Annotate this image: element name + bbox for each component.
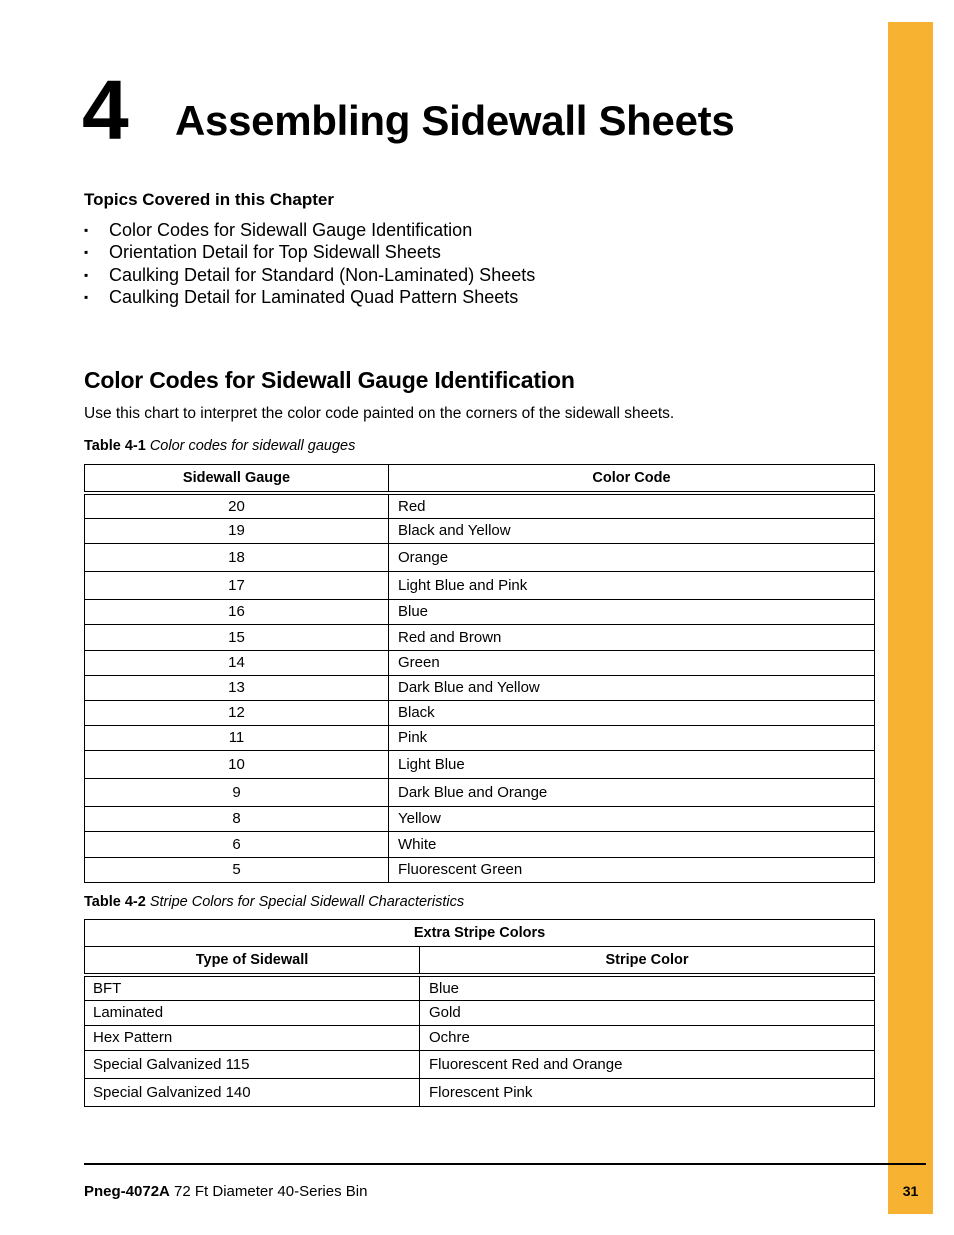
sidewall-type-cell: Special Galvanized 140: [85, 1078, 420, 1106]
table-row: [85, 857, 875, 882]
table2-label: Table 4-2: [84, 894, 146, 910]
stripe-color-cell: Florescent Pink: [420, 1078, 875, 1106]
chapter-tab-bar: [888, 22, 933, 1214]
gauge-cell: 13: [85, 675, 389, 700]
table-row: [85, 599, 875, 624]
topic-item: [84, 241, 535, 263]
gauge-cell: 11: [85, 725, 389, 750]
table-group-header-row: [85, 920, 875, 947]
footer-doc-info: [84, 1183, 367, 1200]
table-row: [85, 624, 875, 650]
gauge-color-table: [84, 464, 875, 883]
topics-list: [84, 219, 535, 308]
stripe-color-cell: Blue: [420, 975, 875, 1000]
color-cell: Yellow: [389, 806, 875, 831]
section-intro: Use this chart to interpret the color code painted on the corners of the sidewall sheets.: [84, 405, 675, 422]
table-row: [85, 1000, 875, 1025]
topic-item: [84, 286, 535, 308]
color-cell: Black: [389, 700, 875, 725]
sidewall-type-cell: BFT: [85, 975, 420, 1000]
page-number: 31: [902, 1183, 919, 1199]
table-row: [85, 543, 875, 571]
color-cell: Red and Brown: [389, 624, 875, 650]
table1-caption: [84, 438, 355, 454]
color-cell: Light Blue: [389, 750, 875, 778]
color-cell: Light Blue and Pink: [389, 571, 875, 599]
topic-item-label: Caulking Detail for Laminated Quad Pattern Sheets: [109, 286, 519, 307]
table-row: [85, 493, 875, 518]
column-header-stripe-color: Stripe Color: [420, 947, 875, 976]
table-row: [85, 518, 875, 543]
stripe-color-table: [84, 919, 875, 1107]
topic-item-label: Color Codes for Sidewall Gauge Identification: [109, 220, 473, 240]
stripe-color-cell: Gold: [420, 1000, 875, 1025]
topics-heading: Topics Covered in this Chapter: [84, 190, 335, 209]
table-row: [85, 778, 875, 806]
color-cell: Pink: [389, 725, 875, 750]
gauge-cell: 19: [85, 518, 389, 543]
table-row: [85, 831, 875, 857]
gauge-cell: 8: [85, 806, 389, 831]
gauge-cell: 10: [85, 750, 389, 778]
gauge-cell: 18: [85, 543, 389, 571]
gauge-cell: 16: [85, 599, 389, 624]
gauge-cell: 5: [85, 857, 389, 882]
table1-label: Table 4-1: [84, 438, 146, 454]
chapter-title: Assembling Sidewall Sheets: [175, 97, 735, 144]
stripe-color-cell: Ochre: [420, 1025, 875, 1050]
color-cell: Fluorescent Green: [389, 857, 875, 882]
footer-doc-title: 72 Ft Diameter 40-Series Bin: [174, 1183, 368, 1200]
bullet-icon: ▪: [84, 223, 89, 237]
color-cell: Red: [389, 493, 875, 518]
bullet-icon: ▪: [84, 289, 89, 304]
gauge-cell: 14: [85, 650, 389, 675]
section-heading: Color Codes for Sidewall Gauge Identification: [84, 367, 575, 393]
stripe-color-cell: Fluorescent Red and Orange: [420, 1050, 875, 1078]
table2-caption: [84, 894, 464, 910]
color-cell: Green: [389, 650, 875, 675]
table-row: [85, 1050, 875, 1078]
table-header-row: [85, 465, 875, 494]
gauge-cell: 9: [85, 778, 389, 806]
bullet-icon: ▪: [84, 245, 89, 260]
bullet-icon: ▪: [84, 267, 89, 282]
table-row: [85, 750, 875, 778]
topic-item-label: Caulking Detail for Standard (Non-Laminated) Sheets: [109, 264, 536, 285]
color-cell: Orange: [389, 543, 875, 571]
table-row: [85, 675, 875, 700]
column-header-gauge: Sidewall Gauge: [85, 465, 389, 494]
gauge-cell: 12: [85, 700, 389, 725]
group-header-extra-stripe: Extra Stripe Colors: [85, 920, 875, 947]
table-row: [85, 1078, 875, 1106]
table-row: [85, 1025, 875, 1050]
color-cell: Black and Yellow: [389, 518, 875, 543]
topic-item: [84, 264, 535, 286]
table-row: [85, 650, 875, 675]
topic-item: [84, 219, 535, 241]
column-header-sidewall-type: Type of Sidewall: [85, 947, 420, 976]
sidewall-type-cell: Hex Pattern: [85, 1025, 420, 1050]
table-header-row: [85, 947, 875, 976]
sidewall-type-cell: Laminated: [85, 1000, 420, 1025]
color-cell: Dark Blue and Orange: [389, 778, 875, 806]
table-row: [85, 571, 875, 599]
gauge-cell: 15: [85, 624, 389, 650]
table1-caption-text: Color codes for sidewall gauges: [149, 438, 356, 454]
gauge-cell: 17: [85, 571, 389, 599]
gauge-cell: 20: [85, 493, 389, 518]
footer-doc-id: Pneg-4072A: [84, 1183, 170, 1200]
table-row: [85, 975, 875, 1000]
sidewall-type-cell: Special Galvanized 115: [85, 1050, 420, 1078]
column-header-color: Color Code: [389, 465, 875, 494]
color-cell: Dark Blue and Yellow: [389, 675, 875, 700]
table2-caption-text: Stripe Colors for Special Sidewall Characteristics: [149, 894, 465, 910]
table-row: [85, 806, 875, 831]
color-cell: White: [389, 831, 875, 857]
footer-divider: [84, 1163, 926, 1165]
table-row: [85, 725, 875, 750]
chapter-number: 4: [82, 63, 129, 157]
color-cell: Blue: [389, 599, 875, 624]
topic-item-label: Orientation Detail for Top Sidewall Sheets: [109, 242, 441, 263]
table-row: [85, 700, 875, 725]
gauge-cell: 6: [85, 831, 389, 857]
